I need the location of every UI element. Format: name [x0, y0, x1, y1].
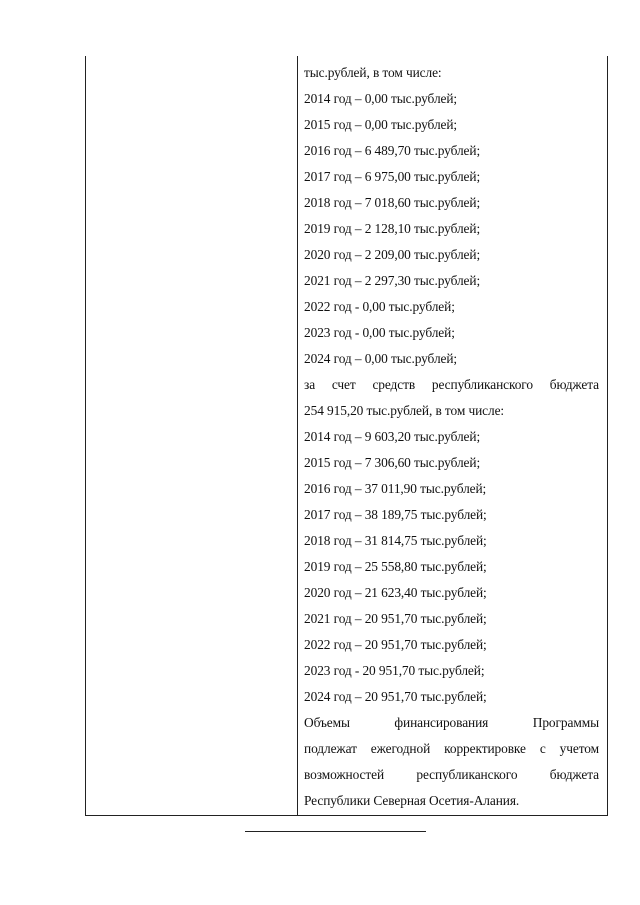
financing-line: Объемы финансирования Программы [304, 715, 599, 730]
financing-line: 2015 год – 7 306,60 тыс.рублей; [304, 455, 481, 470]
financing-line: 2014 год – 0,00 тыс.рублей; [304, 91, 458, 106]
financing-line: 2019 год – 25 558,80 тыс.рублей; [304, 559, 487, 574]
financing-line: 2024 год – 20 951,70 тыс.рублей; [304, 689, 487, 704]
financing-line: 2018 год – 7 018,60 тыс.рублей; [304, 195, 481, 210]
financing-line: 2019 год – 2 128,10 тыс.рублей; [304, 221, 481, 236]
financing-line: 2016 год – 6 489,70 тыс.рублей; [304, 143, 481, 158]
financing-line: 2016 год – 37 011,90 тыс.рублей; [304, 481, 487, 496]
financing-line: 2022 год – 20 951,70 тыс.рублей; [304, 637, 487, 652]
financing-line: 2023 год - 20 951,70 тыс.рублей; [304, 663, 485, 678]
financing-line: 2021 год – 20 951,70 тыс.рублей; [304, 611, 487, 626]
column-divider [297, 56, 298, 815]
financing-line: 2022 год - 0,00 тыс.рублей; [304, 299, 455, 314]
financing-line: 2020 год – 21 623,40 тыс.рублей; [304, 585, 487, 600]
financing-line: 2020 год – 2 209,00 тыс.рублей; [304, 247, 481, 262]
financing-line: 2018 год – 31 814,75 тыс.рублей; [304, 533, 487, 548]
financing-line: тыс.рублей, в том числе: [304, 65, 442, 80]
program-passport-table [85, 56, 608, 816]
financing-line: 254 915,20 тыс.рублей, в том числе: [304, 403, 505, 418]
financing-line: за счет средств республиканского бюджета [304, 377, 599, 392]
financing-line: подлежат ежегодной корректировке с учетом [304, 741, 599, 756]
financing-line: 2023 год - 0,00 тыс.рублей; [304, 325, 455, 340]
end-of-document-rule [245, 831, 426, 832]
financing-line: 2017 год – 38 189,75 тыс.рублей; [304, 507, 487, 522]
financing-line: 2024 год – 0,00 тыс.рублей; [304, 351, 458, 366]
financing-line: 2017 год – 6 975,00 тыс.рублей; [304, 169, 481, 184]
financing-line: 2014 год – 9 603,20 тыс.рублей; [304, 429, 481, 444]
financing-line: возможностей республиканского бюджета [304, 767, 599, 782]
financing-line: 2021 год – 2 297,30 тыс.рублей; [304, 273, 481, 288]
financing-line: 2015 год – 0,00 тыс.рублей; [304, 117, 458, 132]
financing-text-cell [304, 60, 599, 814]
financing-line: Республики Северная Осетия-Алания. [304, 793, 520, 808]
table-left-cell [86, 56, 297, 815]
